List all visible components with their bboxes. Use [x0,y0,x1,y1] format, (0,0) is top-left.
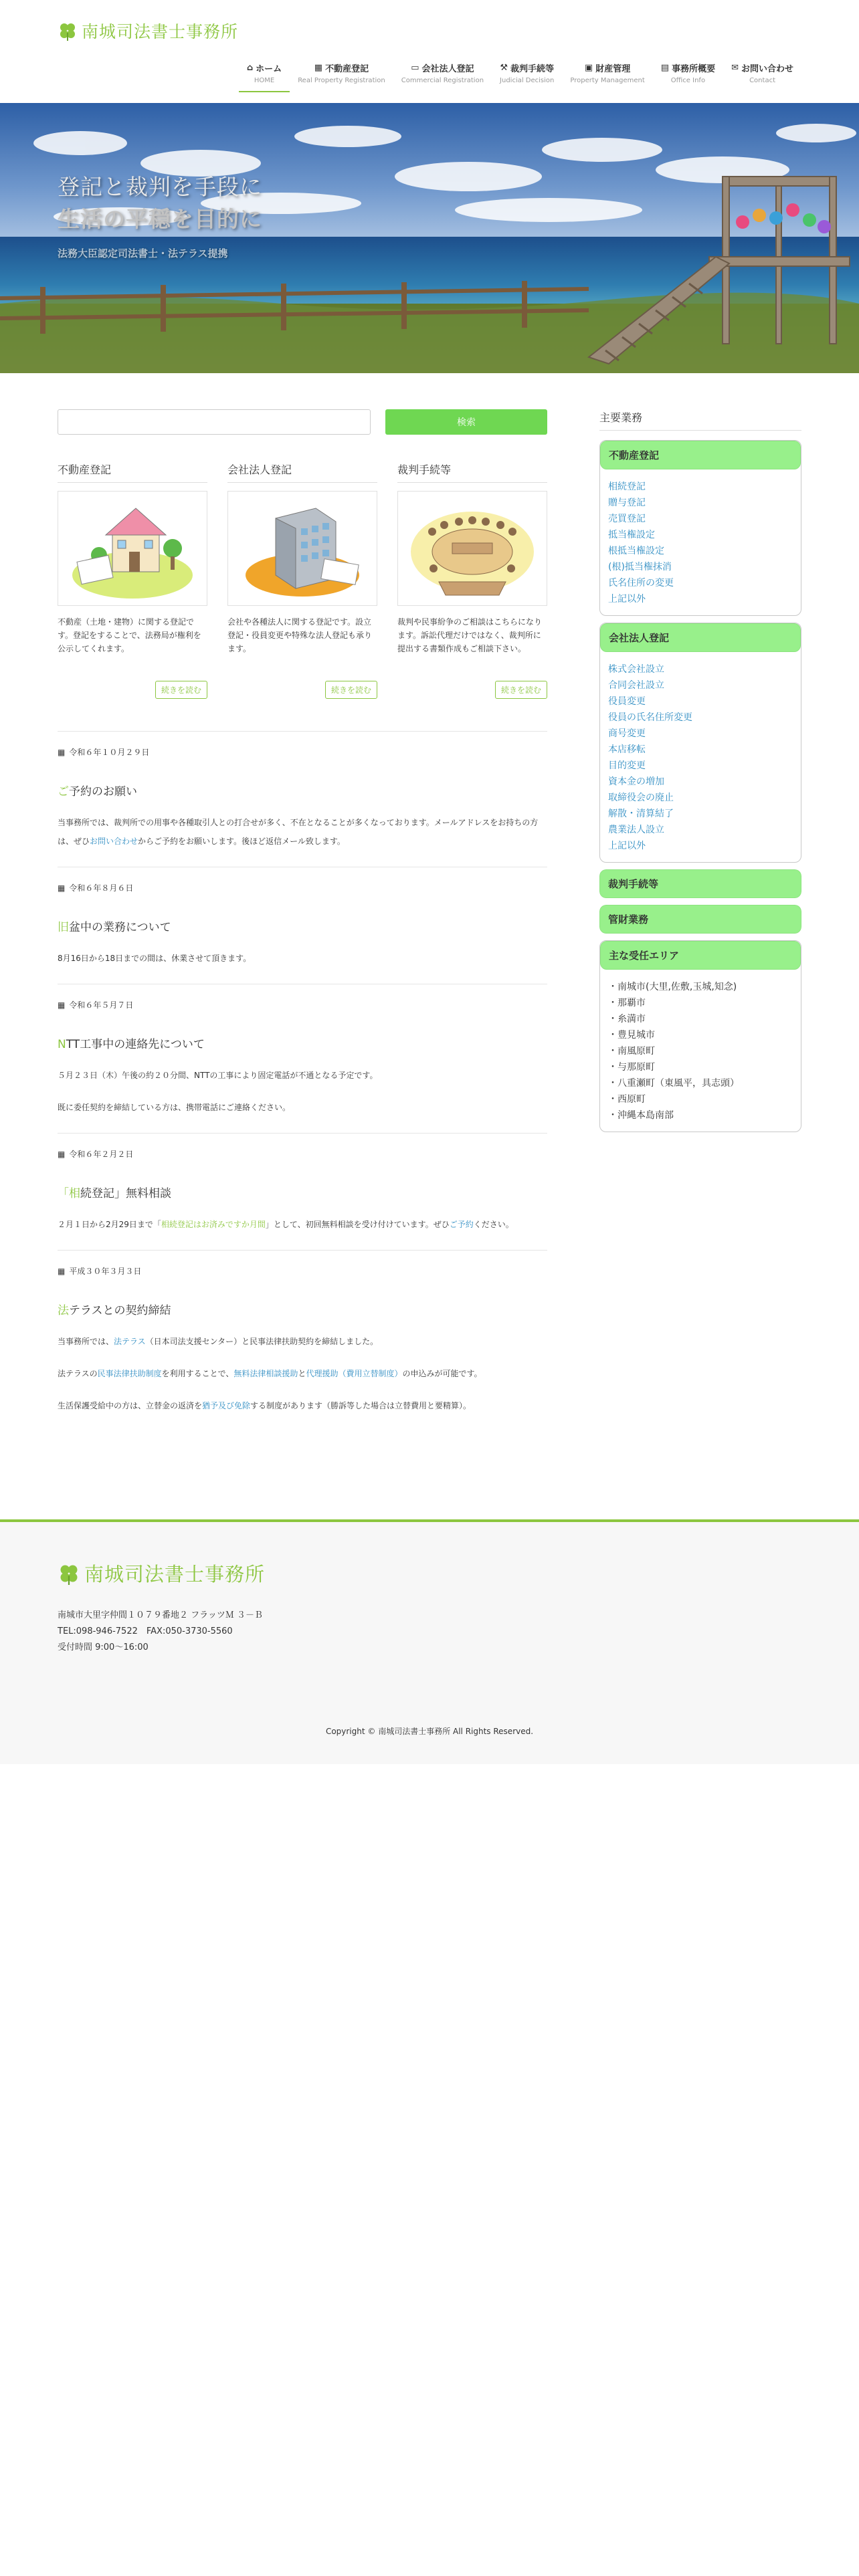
read-more-button[interactable]: 続きを読む [155,681,207,699]
service-box [599,869,801,898]
service-link[interactable]: 上記以外 [608,841,646,851]
sidebar-boxes [599,440,801,934]
read-more-button[interactable]: 続きを読む [495,681,547,699]
news-text: からご予約をお願いします。後ほど返信メール致します。 [138,837,345,846]
house-illustration [58,491,207,606]
news-text: 生活保護受給中の方は、立替金の返済を [58,1401,203,1410]
hero-subtitle: 法務大臣認定司法書士・法テラス提携 [58,247,228,259]
feature-commercial [227,461,377,699]
calendar-icon: ▦ [58,1000,66,1010]
search-input[interactable] [58,409,371,435]
safe-icon: ▣ [584,63,593,73]
clover-icon [58,1562,80,1585]
main-content [58,409,547,1431]
site-logo[interactable] [58,19,238,43]
service-box-title[interactable]: 裁判手続等 [599,869,801,898]
service-link[interactable]: 本店移転 [608,744,646,755]
calendar-icon: ▦ [58,1266,66,1276]
feature-list [58,461,547,699]
nav-office-info[interactable] [653,62,723,92]
feature-real-property [58,461,207,699]
calendar-icon: ▦ [58,883,66,893]
news-title-first-char: 「 [58,1187,69,1200]
news-text: 法テラスの [58,1369,98,1378]
service-link[interactable]: 役員の氏名住所変更 [608,712,692,723]
news-date [58,999,547,1010]
service-area-item: ・八重瀬町（東風平，具志頭） [608,1078,739,1089]
news-paragraph [58,1215,547,1234]
news-link[interactable]: 代理援助（費用立替制度） [306,1369,403,1378]
card-icon: ▭ [411,63,419,73]
copyright: Copyright © 南城司法書士事務所 All Rights Reserved. [325,1727,534,1736]
news-text: 8月16日から18日までの間は、休業させて頂きます。 [58,954,252,963]
hero-banner [0,103,859,373]
service-area-list [600,970,801,1132]
service-link[interactable]: 農業法人設立 [608,825,664,835]
feature-title: 会社法人登記 [227,461,377,483]
news-title-first-char: 旧 [58,921,69,934]
news-title-rest: テラスとの契約締結 [69,1304,171,1317]
news-body [58,813,547,851]
news-paragraph [58,1364,547,1383]
footer-hours: 受付時間 9:00～16:00 [58,1642,149,1652]
news-item [58,731,547,851]
footer-logo-text: 南城司法書士事務所 [84,1563,266,1586]
service-box [599,905,801,934]
sidebar [599,409,801,1139]
sidebar-heading: 主要業務 [599,409,801,431]
nav-label: お問い合わせ [741,64,793,74]
news-link[interactable]: お問い合わせ [90,837,138,846]
read-more-button[interactable]: 続きを読む [325,681,377,699]
feature-title: 不動産登記 [58,461,207,483]
service-link[interactable]: 目的変更 [608,760,646,771]
news-title [58,918,547,934]
news-text: と [298,1369,306,1378]
calendar-icon: ▦ [58,1149,66,1159]
news-item [58,984,547,1117]
news-date [58,1265,547,1277]
service-area-item: ・南城市(大里,佐敷,玉城,知念) [608,982,737,992]
nav-commercial[interactable] [393,62,492,92]
service-box-title[interactable]: 管財業務 [599,905,801,934]
news-paragraph [58,949,547,968]
news-text: 」として、初回無料相談を受け付けています。ぜひ [265,1220,450,1229]
news-text: 既に委任契約を締結している方は、携帯電話にご連絡ください。 [58,1103,291,1112]
search-button[interactable]: 検索 [385,409,547,435]
service-link[interactable]: 商号変更 [608,728,646,739]
news-body [58,1215,547,1234]
courtroom-illustration [397,491,547,606]
news-link[interactable]: 相続登記はお済みですか月間 [161,1220,266,1229]
service-link[interactable]: 株式会社設立 [608,664,664,675]
news-title-first-char: N [58,1038,66,1051]
office-building-illustration [227,491,377,606]
hero-title-line2: 生活の平穏を目的に [58,206,262,232]
logo-text: 南城司法書士事務所 [82,22,239,41]
news-title-accent: 相 [69,1187,80,1200]
service-area-title: 主な受任エリア [600,941,801,970]
news-text: ください。 [473,1220,514,1229]
search-bar [58,409,547,435]
service-link-list [600,652,801,862]
news-paragraph [58,813,547,851]
footer-phone: TEL:098-946-7522 FAX:050-3730-5560 [58,1626,233,1636]
book-icon: ▤ [660,63,670,73]
nav-contact[interactable] [723,62,801,92]
news-date-text: 令和６年５月７日 [69,1000,134,1010]
service-link[interactable]: 抵当権設定 [608,530,655,540]
service-link[interactable]: 解散・清算結了 [608,809,674,819]
nav-judicial[interactable] [492,62,562,92]
service-link[interactable]: 売買登記 [608,514,646,524]
news-date [58,1148,547,1160]
service-box [599,440,801,616]
nav-sublabel: Property Management [570,77,645,84]
news-title [58,1301,547,1317]
service-box-title[interactable]: 会社法人登記 [600,623,801,652]
service-link[interactable]: 合同会社設立 [608,680,664,691]
nav-home[interactable] [239,62,290,92]
nav-sublabel: Commercial Registration [401,77,484,84]
news-date-text: 令和６年１０月２９日 [69,748,150,757]
news-title-first-char: ご [58,785,69,798]
footer-logo[interactable] [58,1560,265,1587]
news-text: の申込みが可能です。 [402,1369,482,1378]
service-link[interactable]: 上記以外 [608,594,646,605]
service-area-item: ・沖縄本島南部 [608,1110,674,1121]
feature-title: 裁判手続等 [397,461,547,483]
footer-info [58,1608,263,1656]
news-link[interactable]: 法テラス [114,1337,146,1346]
news-text: （日本司法支援センター）と民事法律扶助契約を締結しました。 [145,1337,379,1346]
news-item [58,1133,547,1234]
news-body [58,1066,547,1117]
site-footer [0,1519,859,1764]
service-area-item: ・糸満市 [608,1014,646,1025]
feature-judicial [397,461,547,699]
service-link[interactable]: 資本金の増加 [608,776,664,787]
news-paragraph [58,1066,547,1085]
news-title-rest: TT工事中の連絡先について [66,1038,205,1051]
feature-text: 不動産（土地・建物）に関する登記です。登記をすることで、法務局が権利を公示してくれます。 [58,617,201,653]
news-text: を利用することで、 [161,1369,234,1378]
service-link[interactable]: 氏名住所の変更 [608,578,674,588]
service-link-list [600,469,801,615]
nav-sublabel: HOME [254,77,275,84]
site-header [0,0,859,102]
news-list [58,731,547,1415]
news-title-rest: 盆中の業務について [69,921,171,934]
news-date-text: 平成３０年３月３日 [69,1267,142,1276]
service-link[interactable]: 根抵当権設定 [608,546,664,556]
news-link[interactable]: 民事法律扶助制度 [97,1369,162,1378]
nav-sublabel: Office Info [670,77,706,84]
news-body [58,949,547,968]
news-paragraph [58,1332,547,1351]
mail-icon: ✉ [731,63,739,73]
news-title-first-char: 法 [58,1304,69,1317]
news-date [58,882,547,893]
nav-label: 会社法人登記 [421,64,474,74]
news-title-rest: 予約のお願い [69,785,137,798]
home-icon: ⌂ [246,63,254,73]
news-text: ２月１日から2月29日まで「 [58,1220,161,1229]
service-area-item: ・豊見城市 [608,1030,655,1041]
nav-property-management[interactable] [562,62,652,92]
building-icon: ▦ [314,63,323,73]
service-link[interactable]: 贈与登記 [608,498,646,508]
clover-icon [58,21,78,41]
news-link[interactable]: ご予約 [449,1220,474,1229]
gavel-icon: ⚒ [500,63,508,73]
news-text: 当事務所では、 [58,1337,114,1346]
service-link[interactable]: 取締役会の廃止 [608,792,674,803]
news-text: 当事務所では、裁判所での用事や各種取引人との打合せが多く、不在となることが多くなっております。メールアドレスをお持ちの方は、ぜひ [58,818,539,846]
news-title [58,1035,547,1051]
hero-image [0,103,859,373]
feature-text: 裁判や民事紛争のご相談はこちらになります。訴訟代理だけではなく、裁判所に提出する書類作成もご相談下さい。 [397,617,543,653]
nav-sublabel: Judicial Decision [500,77,555,84]
nav-label: ホーム [256,64,282,74]
service-box-title[interactable]: 不動産登記 [600,441,801,469]
news-item [58,1250,547,1415]
hero-title-line1: 登記と裁判を手段に [58,174,262,200]
service-link[interactable]: 役員変更 [608,696,646,707]
service-link[interactable]: 相続登記 [608,481,646,492]
nav-sublabel: Contact [749,77,775,84]
news-date [58,746,547,758]
service-area-item: ・西原町 [608,1094,646,1105]
service-link[interactable]: (根)抵当権抹消 [608,562,672,572]
news-text: する制度があります（勝訴等した場合は立替費用と要精算）。 [250,1401,472,1410]
news-link[interactable]: 猶予及び免除 [202,1401,251,1410]
main-nav [239,62,801,92]
footer-address: 南城市大里字仲間１０７９番地２ フラッツＭ ３－Ｂ [58,1610,264,1620]
nav-label: 不動産登記 [325,64,369,74]
feature-text: 会社や各種法人に関する登記です。設立登記・役員変更や特殊な法人登記も承ります。 [227,617,373,653]
news-title-rest: 続登記」無料相談 [80,1187,171,1200]
news-paragraph [58,1098,547,1117]
service-area-box [599,940,801,1132]
nav-label: 事務所概要 [672,64,716,74]
news-date-text: 令和６年８月６日 [69,883,134,893]
news-paragraph [58,1396,547,1415]
news-link[interactable]: 無料法律相談援助 [233,1369,298,1378]
service-area-item: ・那覇市 [608,998,646,1008]
news-text: ５月２３日（木）午後の約２０分間、NTTの工事により固定電話が不通となる予定です。 [58,1071,378,1080]
service-area-item: ・与那原町 [608,1062,655,1073]
nav-label: 財産管理 [595,64,631,74]
service-box [599,623,801,863]
nav-label: 裁判手続等 [510,64,555,74]
news-title [58,1184,547,1200]
service-area-item: ・南風原町 [608,1046,655,1057]
news-item [58,867,547,968]
nav-sublabel: Real Property Registration [298,77,385,84]
news-date-text: 令和６年２月２日 [69,1150,134,1159]
news-title [58,782,547,798]
news-body [58,1332,547,1415]
nav-real-property[interactable] [290,62,393,92]
calendar-icon: ▦ [58,747,66,757]
